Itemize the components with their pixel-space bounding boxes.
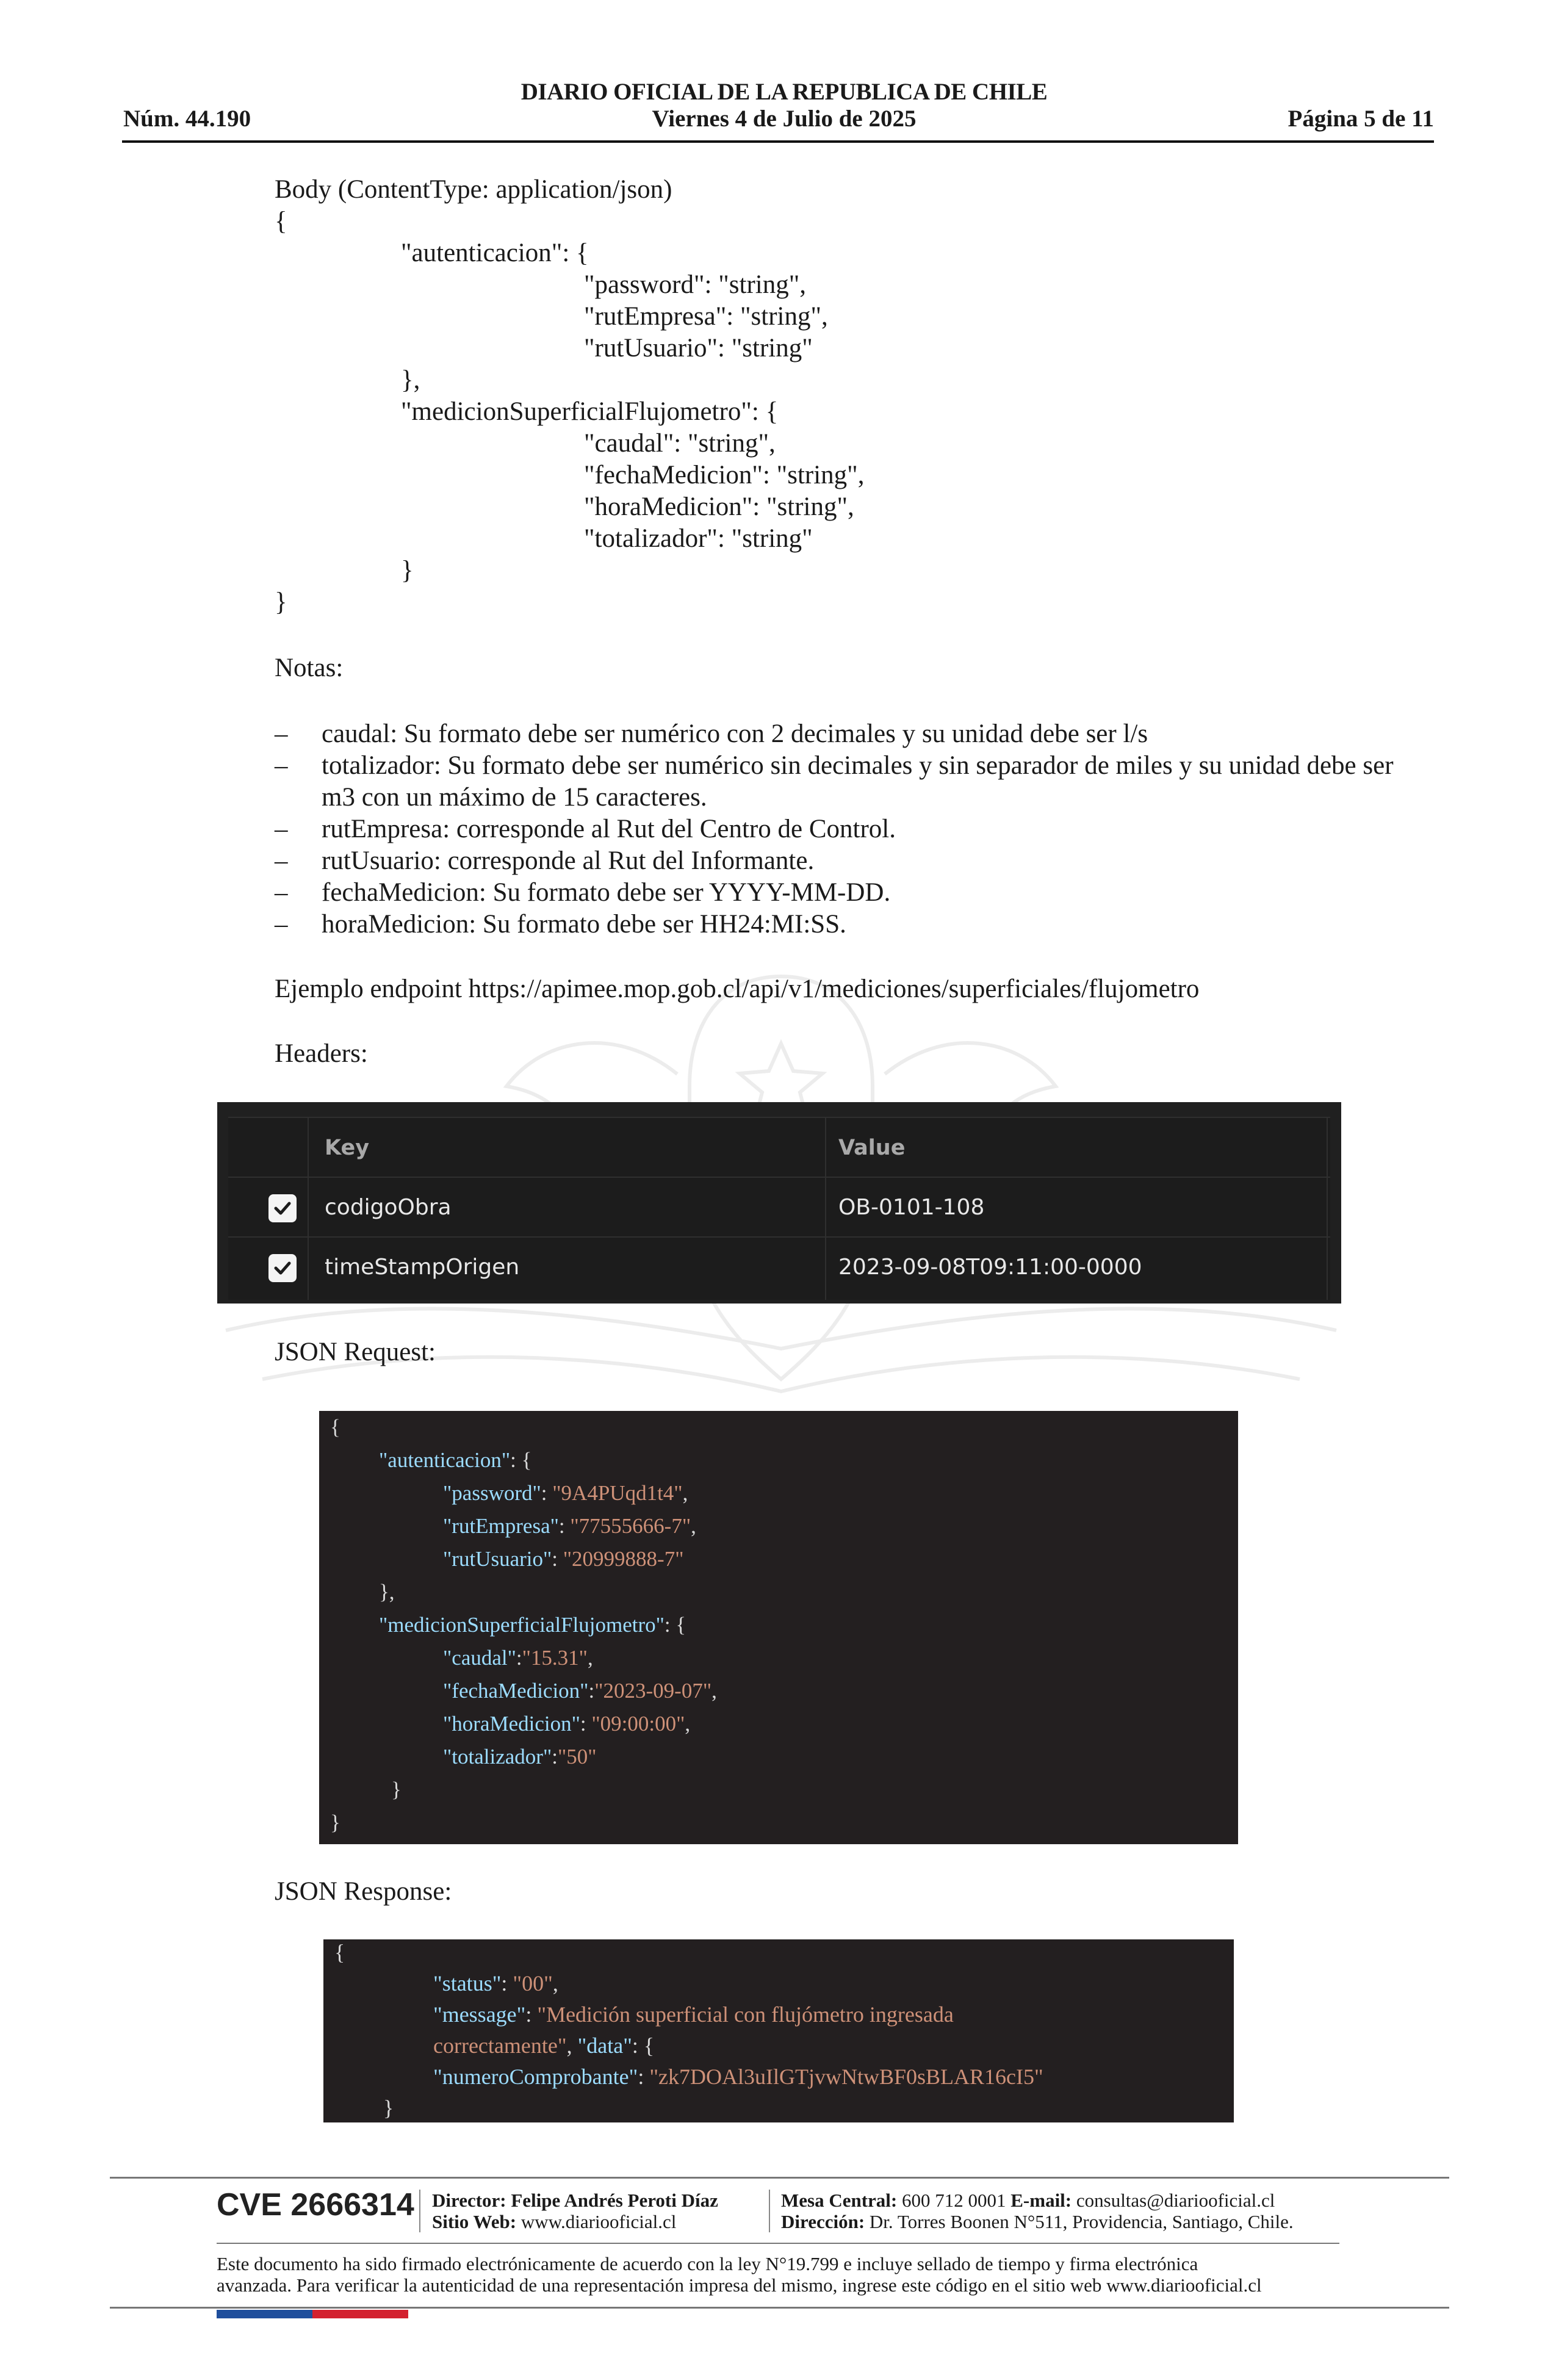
note-item: [275, 909, 1373, 940]
web-link[interactable]: www.diariooficial.cl: [520, 2211, 677, 2232]
schema-line: "totalizador": "string": [584, 524, 813, 553]
footer-contact-block: [781, 2190, 1294, 2232]
direccion-label: Dirección:: [781, 2211, 865, 2232]
note-text: rutUsuario: corresponde al Rut del Informante.: [322, 846, 815, 875]
schema-line: "rutUsuario": "string": [584, 334, 813, 362]
footer-rule: [110, 2177, 1449, 2179]
endpoint-example: Ejemplo endpoint https://apimee.mop.gob.cl/api/v1/mediciones/superficiales/flujometro: [275, 975, 1200, 1003]
schema-line: }: [275, 588, 287, 616]
header-key[interactable]: timeStampOrigen: [325, 1255, 520, 1280]
note-dash: –: [275, 751, 288, 780]
schema-line: {: [275, 207, 287, 236]
note-dash: –: [275, 910, 288, 939]
code-line: "message": "Medición superficial con flujómetro ingresada: [433, 2002, 954, 2027]
note-text: totalizador: Su formato debe ser numérico sin decimales y sin separador de miles y su unidad debe ser m3 con un máximo de 15 caracteres.: [322, 751, 1394, 812]
code-line: "medicionSuperficialFlujometro": {: [379, 1613, 686, 1637]
note-dash: –: [275, 878, 288, 907]
code-line: {: [334, 1940, 345, 1964]
headers-title: Headers:: [275, 1039, 368, 1068]
schema-line: "autenticacion": {: [401, 239, 589, 267]
body-schema-heading: Body (ContentType: application/json): [275, 175, 672, 204]
issue-date: Viernes 4 de Julio de 2025: [652, 106, 917, 132]
code-line: "fechaMedicion":"2023-09-07",: [443, 1679, 717, 1703]
schema-line: },: [401, 366, 420, 394]
code-line: },: [379, 1580, 395, 1604]
note-text: rutEmpresa: corresponde al Rut del Centro de Control.: [322, 815, 896, 843]
footer-legal: [217, 2253, 1376, 2296]
newspaper-title: DIARIO OFICIAL DE LA REPUBLICA DE CHILE: [520, 79, 1048, 105]
json-response-title: JSON Response:: [275, 1877, 452, 1906]
schema-line: "fechaMedicion": "string",: [584, 461, 865, 489]
headers-table: [217, 1102, 1341, 1304]
schema-line: "medicionSuperficialFlujometro": {: [401, 397, 779, 426]
note-item: [275, 750, 1396, 813]
note-dash: –: [275, 846, 288, 875]
note-text: fechaMedicion: Su formato debe ser YYYY-MM-DD.: [322, 878, 891, 907]
code-line: "password": "9A4PUqd1t4",: [443, 1481, 688, 1505]
code-line: }: [391, 1778, 402, 1801]
note-text: horaMedicion: Su formato debe ser HH24:MI:SS.: [322, 910, 846, 939]
code-line: "numeroComprobante": "zk7DOAl3uIlGTjvwNtwBF0sBLAR16cI5": [433, 2064, 1043, 2089]
footer-separator: [769, 2190, 770, 2232]
footer-director-block: [432, 2190, 718, 2232]
json-request-code: [319, 1411, 1238, 1844]
footer-rule: [217, 2243, 1339, 2244]
checkbox-checked-icon[interactable]: [268, 1254, 297, 1282]
header-value[interactable]: 2023-09-08T09:11:00-0000: [838, 1255, 1142, 1280]
footer-rule: [110, 2307, 1449, 2309]
email-label: E-mail:: [1010, 2190, 1072, 2211]
code-line: "rutEmpresa": "77555666-7",: [443, 1514, 696, 1538]
code-line: "autenticacion": {: [379, 1448, 532, 1472]
flag-stripe-red: [312, 2310, 408, 2318]
legal-line: Este documento ha sido firmado electrónicamente de acuerdo con la ley N°19.799 e incluye sellado de tiempo y firma electrónica: [217, 2253, 1198, 2274]
issue-number: Núm. 44.190: [123, 106, 251, 132]
note-item: [275, 845, 1373, 877]
code-line: "status": "00",: [433, 1971, 558, 1996]
json-request-title: JSON Request:: [275, 1338, 436, 1366]
schema-line: }: [401, 556, 414, 585]
header-rule: [122, 140, 1434, 143]
page-number: Página 5 de 11: [1288, 106, 1434, 132]
table-row: [228, 1236, 1330, 1297]
column-header-value: Value: [838, 1136, 906, 1160]
headers-table-head-row: [228, 1117, 1330, 1178]
director-label: Director:: [432, 2190, 506, 2211]
table-row: [228, 1177, 1330, 1238]
note-dash: –: [275, 815, 288, 843]
notes-title: Notas:: [275, 654, 344, 682]
code-line: }: [330, 1811, 340, 1834]
legal-line: avanzada. Para verificar la autenticidad de una representación impresa del mismo, ingrese este código en el sitio web www.diariooficial.cl: [217, 2274, 1262, 2296]
note-text: caudal: Su formato debe ser numérico con 2 decimales y su unidad debe ser l/s: [322, 719, 1148, 748]
note-item: [275, 813, 1373, 845]
code-line: "caudal":"15.31",: [443, 1646, 593, 1670]
mesa-label: Mesa Central:: [781, 2190, 898, 2211]
schema-line: "password": "string",: [584, 270, 807, 299]
code-line: "horaMedicion": "09:00:00",: [443, 1712, 691, 1736]
email-link[interactable]: consultas@diariooficial.cl: [1076, 2190, 1275, 2211]
document-body: [275, 174, 1394, 1070]
cve-code: CVE 2666314: [217, 2187, 414, 2223]
code-line: {: [330, 1415, 340, 1439]
web-label: Sitio Web:: [432, 2211, 517, 2232]
code-line: "rutUsuario": "20999888-7": [443, 1547, 684, 1571]
note-item: [275, 877, 1373, 909]
column-header-key: Key: [325, 1136, 370, 1160]
code-line: }: [383, 2096, 394, 2120]
code-line: "totalizador":"50": [443, 1745, 597, 1769]
director-name: Felipe Andrés Peroti Díaz: [511, 2190, 718, 2211]
json-response-code: [323, 1939, 1234, 2122]
header-value[interactable]: OB-0101-108: [838, 1195, 985, 1220]
schema-line: "rutEmpresa": "string",: [584, 302, 828, 331]
footer-separator: [419, 2190, 420, 2232]
schema-line: "caudal": "string",: [584, 429, 776, 458]
note-dash: –: [275, 719, 288, 748]
mesa-phone: 600 712 0001: [902, 2190, 1006, 2211]
checkbox-checked-icon[interactable]: [268, 1194, 297, 1222]
header-key[interactable]: codigoObra: [325, 1195, 452, 1220]
note-item: [275, 718, 1373, 750]
schema-line: "horaMedicion": "string",: [584, 492, 854, 521]
direccion-text: Dr. Torres Boonen N°511, Providencia, Santiago, Chile.: [869, 2211, 1294, 2232]
flag-stripe-blue: [217, 2310, 312, 2318]
code-line: correctamente", "data": {: [433, 2033, 655, 2058]
